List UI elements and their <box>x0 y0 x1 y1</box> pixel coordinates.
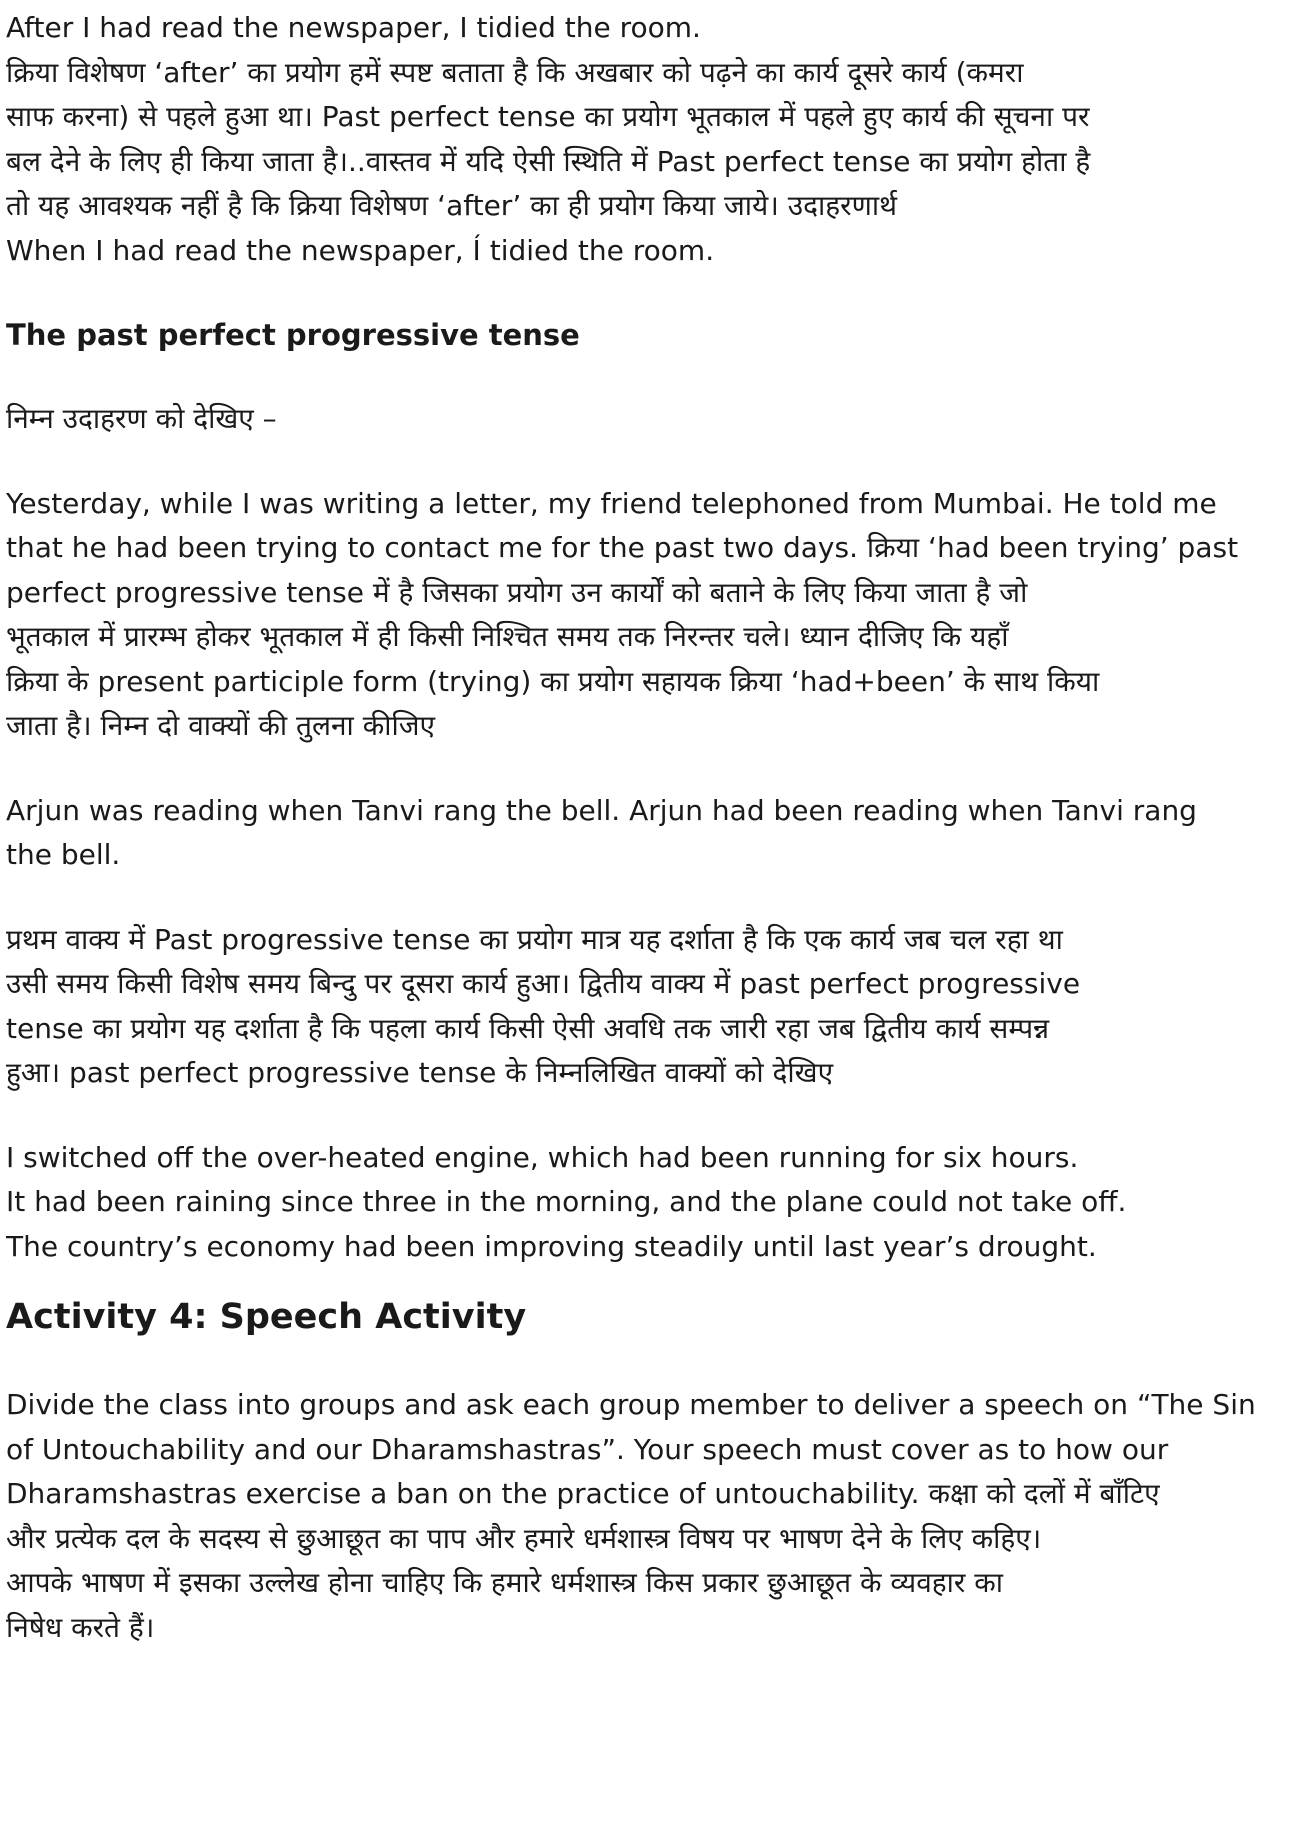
text-line: क्रिया के present participle form (trying) का प्रयोग सहायक क्रिया ‘had+been’ के साथ किया <box>6 664 1100 698</box>
explanation-paragraph-after <box>6 51 1301 229</box>
example-sentences-list <box>6 1136 1301 1270</box>
text-line: निषेध करते हैं। <box>6 1610 155 1644</box>
list-item: The country’s economy had been improving steadily until last year’s drought. <box>6 1229 1097 1263</box>
intro-line: निम्न उदाहरण को देखिए – <box>6 402 277 435</box>
text-line: आपके भाषण में इसका उल्लेख होना चाहिए कि हमारे धर्मशास्त्र किस प्रकार छुआछूत के व्यवहार का <box>6 1566 1004 1599</box>
list-item: It had been raining since three in the morning, and the plane could not take off. <box>6 1185 1127 1218</box>
paragraph-speech-activity <box>6 1383 1301 1650</box>
paragraph-comparison <box>6 918 1301 1096</box>
document-body <box>6 6 1301 1650</box>
paragraph-arjun <box>6 789 1301 878</box>
text-line: क्रिया विशेषण ‘after’ का प्रयोग हमें स्पष्ट बताता है कि अखबार को पढ़ने का कार्य दूसरे कार्य (कमरा <box>6 55 1024 89</box>
section-heading-activity-4: Activity 4: Speech Activity <box>6 1297 527 1337</box>
text-line: the bell. <box>6 838 121 871</box>
text-line: Divide the class into groups and ask each group member to deliver a speech on “The Sin <box>6 1388 1256 1421</box>
section-heading-past-perfect-progressive: The past perfect progressive tense <box>6 318 580 352</box>
text-line: Dharamshastras exercise a ban on the practice of untouchability. कक्षा को दलों में बाँटिए <box>6 1477 1160 1510</box>
paragraph-yesterday <box>6 482 1301 749</box>
text-line: जाता है। निम्न दो वाक्यों की तुलना कीजिए <box>6 709 435 742</box>
text-line: उसी समय किसी विशेष समय बिन्दु पर दूसरा कार्य हुआ। द्वितीय वाक्य में past perfect progressive <box>6 967 1081 1000</box>
text-line: बल देने के लिए ही किया जाता है।..वास्तव में यदि ऐसी स्थिति में Past perfect tense का प्रयोग होता है <box>6 144 1091 178</box>
text-line: हुआ। past perfect progressive tense के निम्नलिखित वाक्यों को देखिए <box>6 1056 834 1089</box>
text-line: तो यह आवश्यक नहीं है कि क्रिया विशेषण ‘after’ का ही प्रयोग किया जाये। उदाहरणार्थ <box>6 189 897 222</box>
text-line: भूतकाल में प्रारम्भ होकर भूतकाल में ही किसी निश्चित समय तक निरन्तर चले। ध्यान दीजिए कि यहाँ <box>6 620 1009 653</box>
text-line: tense का प्रयोग यह दर्शाता है कि पहला कार्य किसी ऐसी अवधि तक जारी रहा जब द्वितीय कार्य सम्पन्न <box>6 1011 1050 1045</box>
text-line: of Untouchability and our Dharamshastras”. Your speech must cover as to how our <box>6 1432 1169 1466</box>
list-item: I switched off the over-heated engine, which had been running for six hours. <box>6 1140 1079 1174</box>
text-line: साफ करना) से पहले हुआ था। Past perfect tense का प्रयोग भूतकाल में पहले हुए कार्य की सूचना पर <box>6 100 1090 133</box>
example-sentence-when: When I had read the newspaper, Í tidied the room. <box>6 233 715 267</box>
text-line: Arjun was reading when Tanvi rang the bell. Arjun had been reading when Tanvi rang <box>6 793 1197 827</box>
text-line: that he had been trying to contact me for the past two days. क्रिया ‘had been trying’ past <box>6 531 1239 564</box>
text-line: Yesterday, while I was writing a letter, my friend telephoned from Mumbai. He told me <box>6 486 1217 520</box>
text-line: perfect progressive tense में है जिसका प्रयोग उन कार्यों को बताने के लिए किया जाता है जो <box>6 575 1028 609</box>
example-sentence-after: After I had read the newspaper, I tidied the room. <box>6 11 701 44</box>
text-line: प्रथम वाक्य में Past progressive tense का प्रयोग मात्र यह दर्शाता है कि एक कार्य जब चल रहा था <box>6 922 1063 956</box>
text-line: और प्रत्येक दल के सदस्य से छुआछूत का पाप और हमारे धर्मशास्त्र विषय पर भाषण देने के लिए कहिए। <box>6 1521 1042 1555</box>
